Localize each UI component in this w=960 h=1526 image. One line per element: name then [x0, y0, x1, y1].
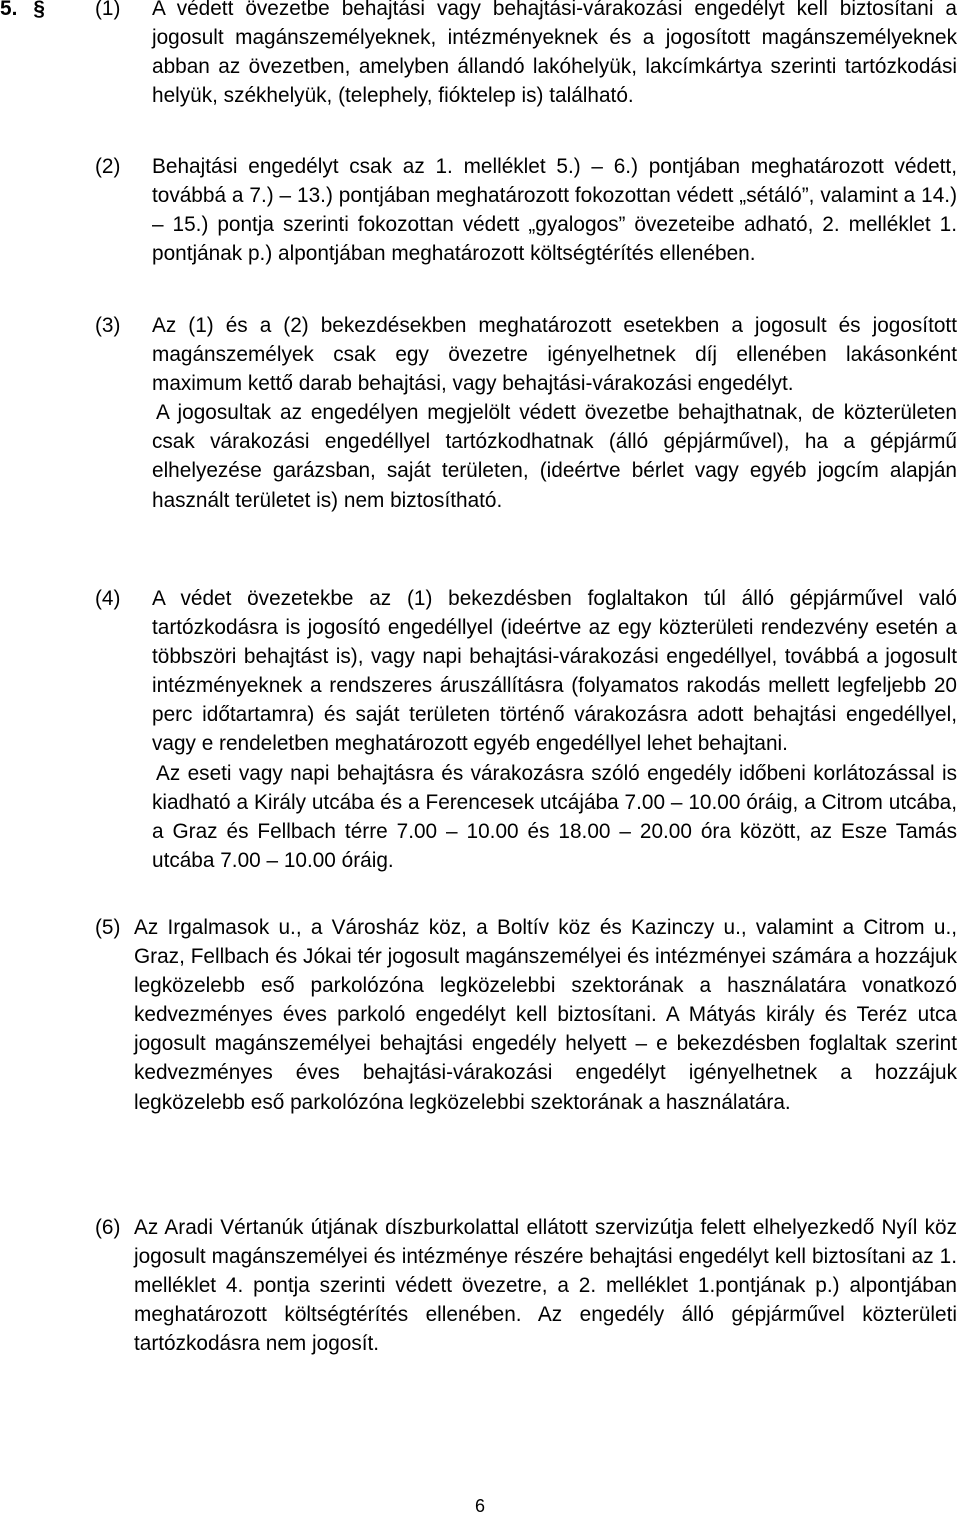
section-number: 5.: [0, 0, 18, 20]
paragraph-4: [95, 584, 957, 875]
paragraph-body: [152, 152, 957, 268]
page-number: 6: [474, 1496, 485, 1516]
paragraph-body: [152, 0, 957, 110]
paragraph-number: (1): [95, 0, 121, 20]
paragraph-text: Az Aradi Vértanúk útjának díszburkolattal ellátott szervizútja felett elhelyezkedő Nyíl köz jogosult magánszemélyei és intézménye részére behajtási engedélyt kell biztosítani az 1. melléklet 4. pontja szerinti védett övezetre, a 2. melléklet 1.pontjának p.) alpontjában meghatározott költségtérítés ellenében. Az engedély álló gépjárművel közterületi tartózkodásra nem jogosít.: [134, 1216, 957, 1356]
paragraph-text: A védet övezetekbe az (1) bekezdésben foglaltakon túl álló gépjárművel való tartózkodásra is jogosító engedéllyel (ideértve az egy közterületi rendezvény esetén a többszöri behajtást is), vagy napi behajtási-várakozási engedéllyel, továbbá a jogosult intézményeknek a rendszeres áruszállításra (folyamatos rakodás mellett legfeljebb 20 perc időtartamra) és saját területen történő várakozásra adott behajtási engedéllyel, vagy e rendeletben meghatározott egyéb engedéllyel lehet behajtani.: [152, 587, 957, 756]
paragraph-6: [95, 1213, 957, 1358]
paragraph-number: (6): [95, 1216, 121, 1239]
paragraph-text-continued: Az eseti vagy napi behajtásra és várakozásra szóló engedély időbeni korlátozással is kiadható a Király utcába és a Ferencesek utcájába 7.00 – 10.00 óráig, a Citrom utcába, a Graz és Fellbach térre 7.00 – 10.00 és 18.00 – 20.00 óra között, az Esze Tamás utcába 7.00 – 10.00 óráig.: [152, 761, 957, 872]
paragraph-5: [95, 913, 957, 1117]
paragraph-text: Behajtási engedélyt csak az 1. melléklet 5.) – 6.) pontjában meghatározott védett, továbbá a 7.) – 13.) pontjában meghatározott fokozottan védett „sétáló”, valamint a 14.) – 15.) pontja szerinti fokozottan védett „gyalogos” övezeteibe adható, 2. melléklet 1. pontjának p.) alpontjában meghatározott költségtérítés ellenében.: [152, 155, 957, 266]
paragraph-number: (4): [95, 587, 121, 610]
section-heading: [0, 0, 45, 23]
paragraph-text: A védett övezetbe behajtási vagy behajtási-várakozási engedélyt kell biztosítani a jogosult magánszemélyeknek, intézményeknek és a jogosított magánszemélyeknek abban az övezetben, amelyben állandó lakóhelyük, lakcímkártya szerinti tartózkodási helyük, székhelyük, (telephely, fióktelep is) található.: [152, 0, 957, 108]
paragraph-2: [95, 152, 957, 268]
paragraph-text: Az (1) és a (2) bekezdésekben meghatározott esetekben a jogosult és jogosított magánszemélyek csak egy övezetre igényelhetnek díj ellenében lakásonként maximum kettő darab behajtási, vagy behajtási-várakozási engedélyt.: [152, 314, 957, 396]
paragraph-number: (5): [95, 916, 121, 939]
paragraph-body: [152, 584, 957, 875]
paragraph-body: [134, 1213, 957, 1358]
paragraph-body: [152, 311, 957, 515]
paragraph-number: (2): [95, 155, 121, 178]
paragraph-1: [95, 0, 957, 110]
paragraph-text: Az Irgalmasok u., a Városház köz, a Boltív köz és Kazinczy u., valamint a Citrom u., Graz, Fellbach és Jókai tér jogosult magánszemélyei és intézményei számára a hozzájuk legközelebb eső parkolózóna legközelebbi szektorának a használatára vonatkozó kedvezményes éves parkoló engedélyt kell biztosítani. A Mátyás király és Teréz utca jogosult magánszemélyei behajtási engedély helyett – e bekezdésben foglaltak szerint kedvezményes éves behajtási-várakozási engedélyt igényelhetnek a hozzájuk legközelebb eső parkolózóna legközelebbi szektorának a használatára.: [134, 916, 957, 1114]
paragraph-3: [95, 311, 957, 515]
paragraph-number: (3): [95, 314, 121, 337]
section-symbol: §: [33, 0, 45, 20]
paragraph-text-continued: A jogosultak az engedélyen megjelölt védett övezetbe behajthatnak, de közterületen csak várakozási engedéllyel tartózkodhatnak (álló gépjárművel), ha a gépjármű elhelyezése garázsban, saját területen, (ideértve bérlet vagy egyéb jogcím alapján használt területet is) nem biztosítható.: [152, 401, 957, 512]
paragraph-body: [134, 913, 957, 1117]
